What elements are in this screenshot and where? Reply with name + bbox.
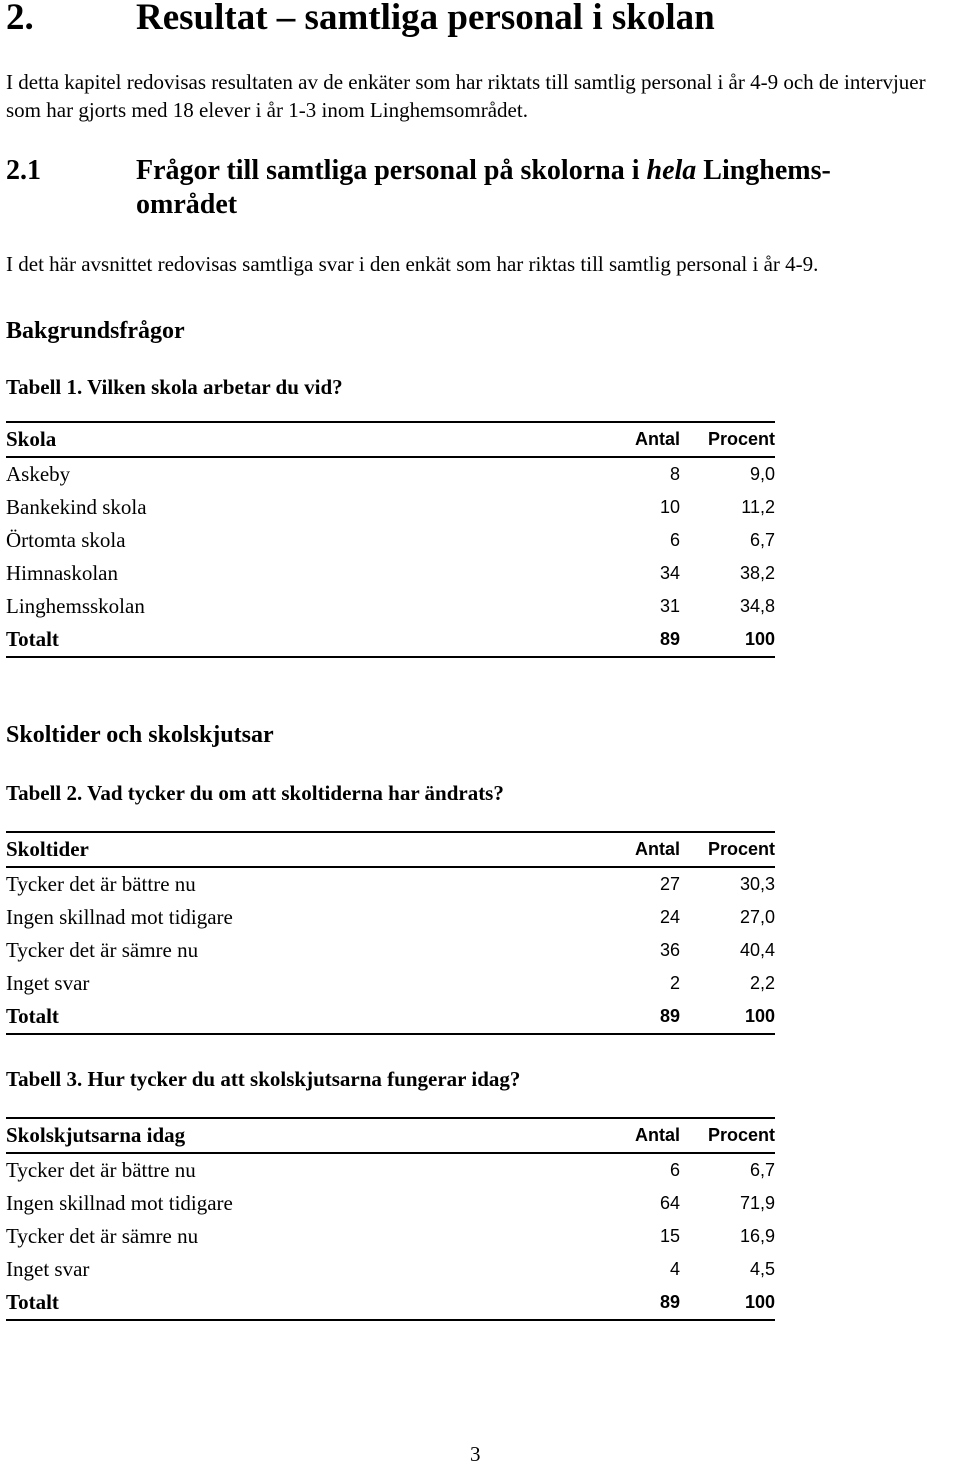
- table-cell: Tycker det är bättre nu: [6, 872, 196, 896]
- table-total-row: [6, 1000, 775, 1034]
- subheading-skoltider: Skoltider och skolskjutsar: [6, 722, 274, 748]
- table1-caption: Tabell 1. Vilken skola arbetar du vid?: [6, 375, 343, 399]
- table-cell: Tycker det är bättre nu: [6, 1158, 196, 1182]
- table-row: [6, 934, 775, 967]
- table-cell: Inget svar: [6, 1257, 90, 1281]
- table-row: [6, 901, 775, 934]
- table-row: [6, 491, 775, 524]
- subheading-bakgrund: Bakgrundsfrågor: [6, 318, 185, 344]
- section-paragraph: I det här avsnittet redovisas samtliga svar i den enkät som har riktas till samtlig personal i år 4-9.: [6, 252, 819, 276]
- table-header-row: [6, 832, 775, 867]
- table-cell: 100: [680, 1286, 775, 1320]
- table-header-row: [6, 422, 775, 457]
- table-cell: 34: [659, 563, 680, 583]
- chapter-heading: [6, 0, 715, 40]
- table-row: [6, 590, 775, 623]
- table-cell: Askeby: [6, 462, 71, 486]
- table-cell: 6: [669, 530, 680, 550]
- table2: [6, 831, 775, 1035]
- chapter-number: 2.: [6, 0, 34, 38]
- section-heading: [6, 154, 916, 222]
- section-title-emphasis: hela: [646, 155, 697, 186]
- table3-caption: Tabell 3. Hur tycker du att skolskjutsarna fungerar idag?: [6, 1067, 521, 1091]
- table-cell: 34,8: [739, 596, 775, 616]
- table-row: [6, 1220, 775, 1253]
- page-number: 3: [470, 1442, 481, 1466]
- table-cell: 4: [669, 1259, 680, 1279]
- table-row: [6, 967, 775, 1000]
- table3: [6, 1117, 775, 1321]
- table2-caption: Tabell 2. Vad tycker du om att skoltiderna har ändrats?: [6, 781, 504, 805]
- table1: [6, 421, 775, 658]
- table-cell: 89: [600, 1286, 680, 1320]
- table-cell: 6,7: [749, 530, 775, 550]
- table-cell: 4,5: [749, 1259, 775, 1279]
- header-cell: Procent: [680, 832, 775, 867]
- table-row: [6, 867, 775, 901]
- table-cell: 89: [600, 1000, 680, 1034]
- table-cell: 10: [659, 497, 680, 517]
- table-total-row: [6, 1286, 775, 1320]
- table-cell: Totalt: [6, 623, 600, 657]
- table-cell: 71,9: [739, 1193, 775, 1213]
- intro-paragraph: I detta kapitel redovisas resultaten av de enkäter som har riktats till samtlig personal i år 4-9 och de intervjuer som har gjorts med 18 elever i år 1-3 inom Linghemsområdet.: [6, 70, 926, 122]
- header-cell: Skolskjutsarna idag: [6, 1118, 600, 1153]
- table-cell: 9,0: [749, 464, 775, 484]
- table-row: [6, 524, 775, 557]
- table-cell: 24: [659, 907, 680, 927]
- header-cell: Procent: [680, 1118, 775, 1153]
- table-cell: Totalt: [6, 1000, 600, 1034]
- table-cell: Tycker det är sämre nu: [6, 1224, 199, 1248]
- table-row: [6, 457, 775, 491]
- table-cell: 31: [659, 596, 680, 616]
- table-cell: 36: [659, 940, 680, 960]
- table-header-row: [6, 1118, 775, 1153]
- table-row: [6, 557, 775, 590]
- table-cell: 6,7: [749, 1160, 775, 1180]
- table-total-row: [6, 623, 775, 657]
- table-cell: 2: [669, 973, 680, 993]
- chapter-title: Resultat – samtliga personal i skolan: [136, 0, 715, 38]
- table-cell: Ingen skillnad mot tidigare: [6, 905, 233, 929]
- table-cell: 6: [669, 1160, 680, 1180]
- section-number: 2.1: [6, 155, 41, 186]
- table-cell: Bankekind skola: [6, 495, 147, 519]
- table-cell: Totalt: [6, 1286, 600, 1320]
- table-cell: 40,4: [739, 940, 775, 960]
- header-cell: Skola: [6, 422, 600, 457]
- header-cell: Procent: [680, 422, 775, 457]
- table-cell: Linghemsskolan: [6, 594, 145, 618]
- table-row: [6, 1153, 775, 1187]
- table-cell: 38,2: [739, 563, 775, 583]
- table-cell: 30,3: [739, 874, 775, 894]
- section-title-before: Frågor till samtliga personal på skolorna i: [136, 155, 647, 186]
- table-cell: Himnaskolan: [6, 561, 118, 585]
- section-title-after: Linghems-området: [136, 155, 831, 220]
- table-cell: Ingen skillnad mot tidigare: [6, 1191, 233, 1215]
- table-cell: 64: [659, 1193, 680, 1213]
- header-cell: Antal: [600, 422, 680, 457]
- table-cell: Örtomta skola: [6, 528, 126, 552]
- table-cell: 100: [680, 1000, 775, 1034]
- table-cell: 2,2: [749, 973, 775, 993]
- table-cell: 15: [659, 1226, 680, 1246]
- table-row: [6, 1187, 775, 1220]
- table-cell: 8: [669, 464, 680, 484]
- table-cell: 27,0: [739, 907, 775, 927]
- header-cell: Antal: [600, 1118, 680, 1153]
- header-cell: Skoltider: [6, 832, 600, 867]
- table-row: [6, 1253, 775, 1286]
- table-cell: 89: [600, 623, 680, 657]
- table-cell: 16,9: [739, 1226, 775, 1246]
- table-cell: 100: [680, 623, 775, 657]
- header-cell: Antal: [600, 832, 680, 867]
- table-cell: Tycker det är sämre nu: [6, 938, 199, 962]
- table-cell: 11,2: [741, 497, 775, 517]
- table-cell: 27: [659, 874, 680, 894]
- table-cell: Inget svar: [6, 971, 90, 995]
